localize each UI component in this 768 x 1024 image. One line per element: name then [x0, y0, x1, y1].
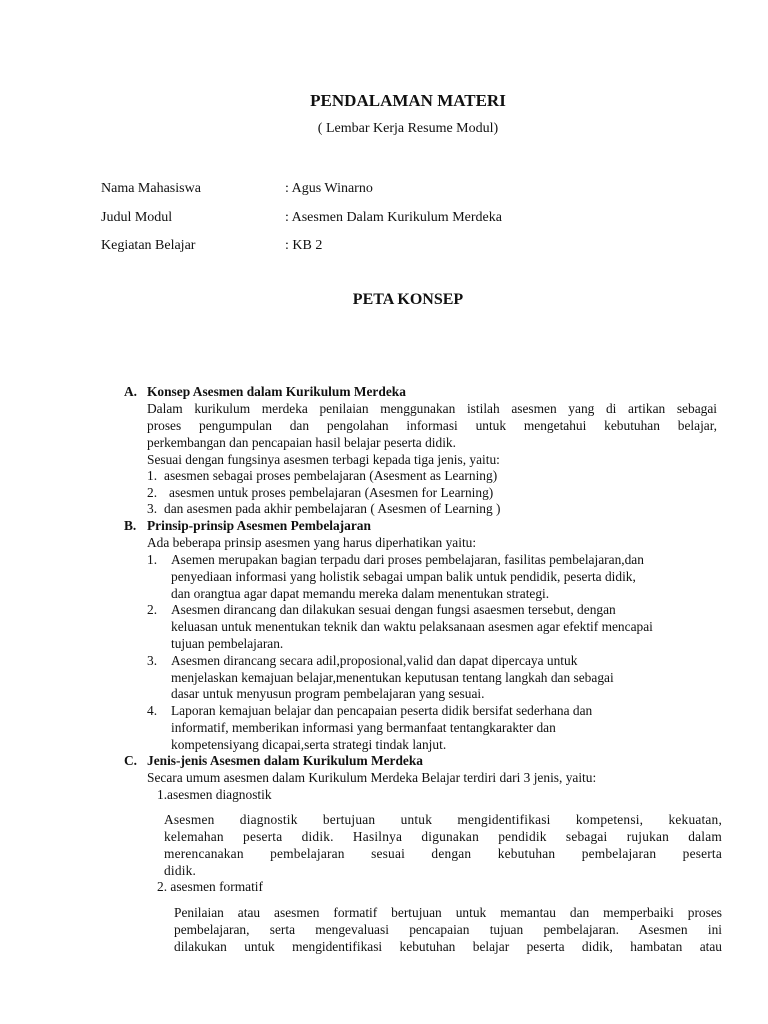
peta-konsep-title: PETA KONSEP — [352, 291, 464, 308]
list-item-num: 1. — [147, 552, 158, 567]
list-item-num: 3. — [147, 501, 158, 516]
list-item-num: 2. — [147, 485, 158, 500]
subsection-para-line: Asesmen diagnostik bertujuan untuk mengidentifikasi kompetensi, kekuatan, — [164, 812, 722, 827]
meta-label-kegiatan: Kegiatan Belajar — [101, 238, 196, 253]
list-item-line: Asesmen dirancang secara adil,proposional,valid dan dapat dipercaya untuk — [171, 653, 578, 668]
section-a-para-line: perkembangan dan pencapaian hasil belajar peserta didik. — [147, 435, 456, 450]
subsection-para-line: didik. — [164, 863, 197, 878]
list-item-line: dan orangtua agar dapat memandu mereka dalam menentukan strategi. — [171, 586, 550, 601]
section-a-intro: Sesuai dengan fungsinya asesmen terbagi kepada tiga jenis, yaitu: — [147, 452, 500, 467]
meta-label-judul: Judul Modul — [101, 210, 173, 225]
list-item-num: 4. — [147, 703, 158, 718]
list-item-line: keluasan untuk menentukan teknik dan waktu pelaksanaan asesmen agar efektif mencapai — [171, 619, 653, 634]
section-b-intro: Ada beberapa prinsip asesmen yang harus diperhatikan yaitu: — [147, 535, 477, 550]
meta-value-judul: : Asesmen Dalam Kurikulum Merdeka — [285, 210, 502, 225]
subsection-label: 2. asesmen formatif — [157, 879, 263, 894]
section-b-marker: B. — [124, 518, 137, 533]
section-c-intro: Secara umum asesmen dalam Kurikulum Merdeka Belajar terdiri dari 3 jenis, yaitu: — [147, 770, 597, 785]
subsection-para-line: kelemahan peserta didik. Hasilnya digunakan pendidik sebagai rujukan dalam — [164, 829, 722, 844]
list-item-line: menjelaskan kemajuan belajar,menentukan keputusan tentang langkah dan sebagai — [171, 670, 614, 685]
section-b-heading: Prinsip-prinsip Asesmen Pembelajaran — [147, 518, 371, 533]
section-c-marker: C. — [124, 753, 138, 768]
subsection-label: 1.asesmen diagnostik — [157, 787, 272, 802]
list-item-num: 1. — [147, 468, 158, 483]
subsection-para-line: pembelajaran, serta mengevaluasi pencapaian tujuan pembelajaran. Asesmen ini — [174, 922, 722, 937]
list-item-line: informatif, memberikan informasi yang bermanfaat tentangkarakter dan — [171, 720, 556, 735]
list-item-line: Asemen merupakan bagian terpadu dari proses pembelajaran, fasilitas pembelajaran,dan — [171, 552, 644, 567]
subsection-para-line: Penilaian atau asesmen formatif bertujuan untuk memantau dan memperbaiki proses — [174, 905, 722, 920]
document-subtitle: ( Lembar Kerja Resume Modul) — [317, 121, 499, 136]
list-item-line: tujuan pembelajaran. — [171, 636, 284, 651]
list-item-line: penyediaan informasi yang holistik sebagai umpan balik untuk pendidik, peserta didik, — [171, 569, 636, 584]
list-item-num: 3. — [147, 653, 158, 668]
subsection-para-line: dilakukan untuk mengidentifikasi kebutuhan belajar peserta didik, hambatan atau — [174, 939, 722, 954]
list-item-line: kompetensiyang dicapai,serta strategi tindak lanjut. — [171, 737, 447, 752]
document-title: PENDALAMAN MATERI — [310, 91, 506, 110]
section-a-para-line: Dalam kurikulum merdeka penilaian menggunakan istilah asesmen yang di artikan sebagai — [147, 401, 717, 416]
list-item-text: asesmen sebagai proses pembelajaran (Asesment as Learning) — [164, 468, 498, 483]
meta-label-nama: Nama Mahasiswa — [101, 181, 201, 196]
list-item-line: Asesmen dirancang dan dilakukan sesuai dengan fungsi asaesmen tersebut, dengan — [171, 602, 616, 617]
section-a-para-line: proses pengumpulan dan pengolahan informasi untuk mengetahui kebutuhan belajar, — [147, 418, 717, 433]
meta-value-kegiatan: : KB 2 — [285, 238, 323, 253]
subsection-para-line: merencanakan pembelajaran sesuai dengan kebutuhan pembelajaran peserta — [164, 846, 722, 861]
meta-value-nama: : Agus Winarno — [285, 181, 373, 196]
section-a-heading: Konsep Asesmen dalam Kurikulum Merdeka — [147, 384, 406, 399]
list-item-text: dan asesmen pada akhir pembelajaran ( Asesmen of Learning ) — [164, 501, 501, 516]
list-item-text: asesmen untuk proses pembelajaran (Asesmen for Learning) — [169, 485, 494, 500]
list-item-num: 2. — [147, 602, 158, 617]
list-item-line: Laporan kemajuan belajar dan pencapaian peserta didik bersifat sederhana dan — [171, 703, 593, 718]
section-c-heading: Jenis-jenis Asesmen dalam Kurikulum Merdeka — [147, 753, 424, 768]
list-item-line: dasar untuk menyusun program pembelajaran yang sesuai. — [171, 686, 485, 701]
section-a-marker: A. — [124, 384, 138, 399]
